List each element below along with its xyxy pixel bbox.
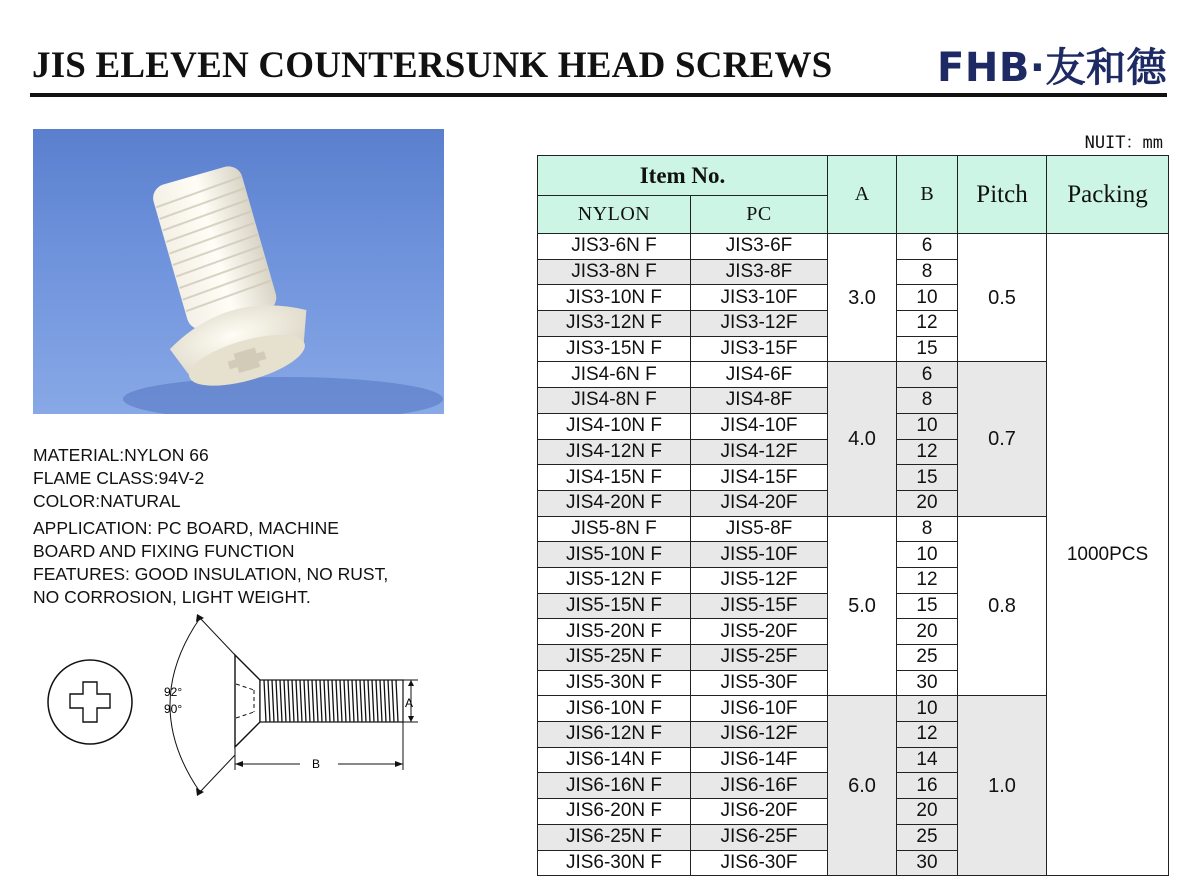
nylon-item-no: JIS4-6N F [538,362,691,388]
technical-drawing [40,610,420,810]
pc-item-no: JIS5-25F [691,645,828,671]
pc-item-no: JIS5-15F [691,593,828,619]
pitch-value: 0.5 [958,234,1047,362]
pc-item-no: JIS4-10F [691,413,828,439]
spec-table-body [538,234,1169,876]
nylon-item-no: JIS4-8N F [538,388,691,414]
nylon-item-no: JIS5-25N F [538,645,691,671]
nylon-item-no: JIS6-25N F [538,824,691,850]
pc-item-no: JIS4-8F [691,388,828,414]
nylon-item-no: JIS6-30N F [538,850,691,876]
page-title: JIS ELEVEN COUNTERSUNK HEAD SCREWS [32,45,833,86]
header-packing: Packing [1047,156,1169,234]
dimension-b-value: 20 [897,619,958,645]
nylon-item-no: JIS5-30N F [538,670,691,696]
dimension-b-value: 10 [897,285,958,311]
header-nylon: NYLON [538,196,691,234]
packing-value: 1000PCS [1047,234,1169,876]
dimension-b-value: 30 [897,670,958,696]
header-pitch: Pitch [958,156,1047,234]
pc-item-no: JIS6-12F [691,722,828,748]
features-text: FEATURES: GOOD INSULATION, NO RUST, [33,564,389,584]
nylon-item-no: JIS5-8N F [538,516,691,542]
dimension-b-value: 10 [897,542,958,568]
dimension-b-value: 14 [897,747,958,773]
pc-item-no: JIS4-6F [691,362,828,388]
nylon-item-no: JIS3-6N F [538,234,691,260]
nylon-item-no: JIS4-10N F [538,413,691,439]
pitch-value: 0.8 [958,516,1047,696]
nylon-item-no: JIS4-15N F [538,465,691,491]
dimension-b-value: 12 [897,722,958,748]
dimension-b-value: 6 [897,362,958,388]
dimension-b-value: 8 [897,388,958,414]
nylon-item-no: JIS6-12N F [538,722,691,748]
header-a: A [828,156,897,234]
dimension-b-label: B [312,757,321,771]
application-text: APPLICATION: PC BOARD, MACHINE [33,518,339,538]
table-row [538,234,1169,260]
dimension-a-value: 3.0 [828,234,897,362]
nylon-item-no: JIS6-20N F [538,799,691,825]
pc-item-no: JIS5-10F [691,542,828,568]
pc-item-no: JIS6-30F [691,850,828,876]
dimension-a-value: 6.0 [828,696,897,876]
dimension-b-value: 20 [897,799,958,825]
dimension-b-value: 8 [897,259,958,285]
material-text: MATERIAL:NYLON 66 [33,445,209,465]
nylon-item-no: JIS5-10N F [538,542,691,568]
nylon-item-no: JIS3-15N F [538,336,691,362]
pc-item-no: JIS3-10F [691,285,828,311]
pc-item-no: JIS5-20F [691,619,828,645]
nylon-item-no: JIS3-10N F [538,285,691,311]
header-b: B [897,156,958,234]
pc-item-no: JIS4-20F [691,490,828,516]
nylon-item-no: JIS5-15N F [538,593,691,619]
nylon-item-no: JIS6-16N F [538,773,691,799]
phillips-head-icon [48,660,132,744]
dimension-b-value: 6 [897,234,958,260]
dimension-b-value: 12 [897,567,958,593]
pitch-value: 0.7 [958,362,1047,516]
nylon-item-no: JIS6-14N F [538,747,691,773]
dimension-b-value: 15 [897,593,958,619]
pc-item-no: JIS6-20F [691,799,828,825]
dimension-b-value: 25 [897,824,958,850]
dimension-b-value: 15 [897,465,958,491]
product-specs [33,444,388,609]
pc-item-no: JIS4-15F [691,465,828,491]
dimension-b-value: 16 [897,773,958,799]
spec-table [537,155,1169,876]
color-text: COLOR:NATURAL [33,491,181,511]
screw-diagram [40,610,420,810]
nylon-item-no: JIS6-10N F [538,696,691,722]
pc-item-no: JIS6-10F [691,696,828,722]
pc-item-no: JIS6-25F [691,824,828,850]
dimension-b-value: 10 [897,696,958,722]
dimension-a-value: 4.0 [828,362,897,516]
nylon-screw-image [33,129,444,414]
dimension-b-value: 12 [897,311,958,337]
brand-logo: FHB·友和德 [937,45,1167,91]
dimension-a-value: 5.0 [828,516,897,696]
pc-item-no: JIS6-14F [691,747,828,773]
dimension-b-value: 15 [897,336,958,362]
flame-class-text: FLAME CLASS:94V-2 [33,468,205,488]
unit-label: NUIT：mm [1084,133,1163,153]
nylon-item-no: JIS3-8N F [538,259,691,285]
angle-label-92: 92° [164,685,183,699]
features-text-cont: NO CORROSION, LIGHT WEIGHT. [33,587,311,607]
dimension-b-value: 30 [897,850,958,876]
dimension-a-label: A [405,696,414,710]
angle-label-90: 90° [164,702,183,716]
nylon-item-no: JIS4-20N F [538,490,691,516]
dimension-b-value: 8 [897,516,958,542]
pc-item-no: JIS5-30F [691,670,828,696]
nylon-item-no: JIS4-12N F [538,439,691,465]
nylon-item-no: JIS5-20N F [538,619,691,645]
dimension-b-value: 20 [897,490,958,516]
pitch-value: 1.0 [958,696,1047,876]
pc-item-no: JIS3-8F [691,259,828,285]
pc-item-no: JIS4-12F [691,439,828,465]
nylon-item-no: JIS3-12N F [538,311,691,337]
dimension-b-value: 25 [897,645,958,671]
application-text-cont: BOARD AND FIXING FUNCTION [33,541,295,561]
pc-item-no: JIS6-16F [691,773,828,799]
pc-item-no: JIS3-15F [691,336,828,362]
dimension-b-value: 12 [897,439,958,465]
product-photo [33,129,444,414]
pc-item-no: JIS3-12F [691,311,828,337]
dimension-b-value: 10 [897,413,958,439]
title-divider [30,93,1167,97]
header-pc: PC [691,196,828,234]
nylon-item-no: JIS5-12N F [538,567,691,593]
header-item-no: Item No. [538,156,828,196]
pc-item-no: JIS5-12F [691,567,828,593]
pc-item-no: JIS3-6F [691,234,828,260]
pc-item-no: JIS5-8F [691,516,828,542]
